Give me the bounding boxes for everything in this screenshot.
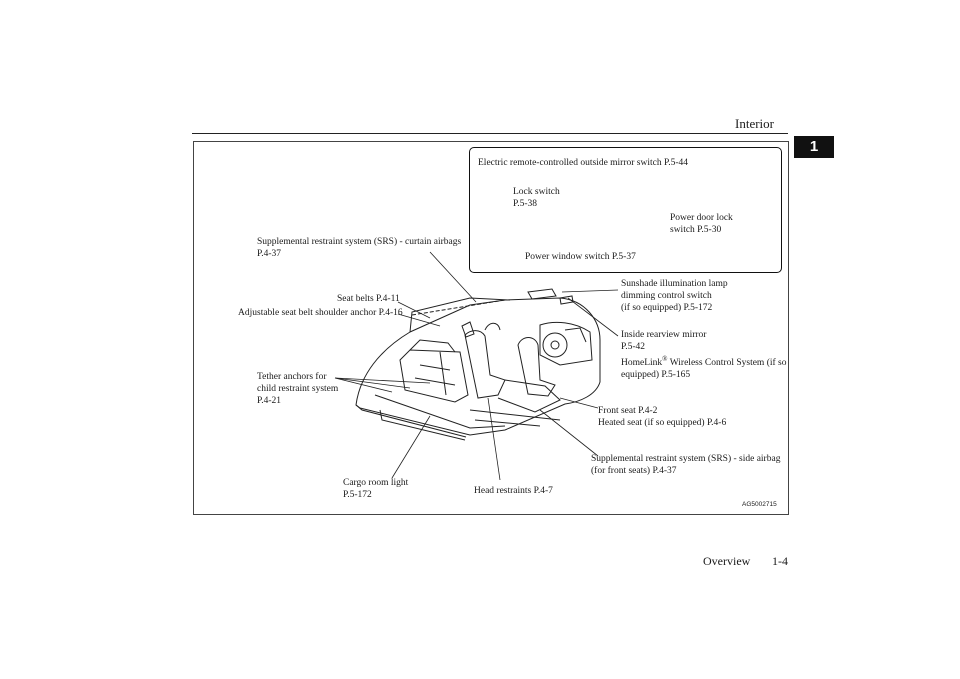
label-homelink: HomeLink® Wireless Control System (if so equipped) P.5-165 (621, 355, 787, 381)
label-tether-anchors: Tether anchors for child restraint system P.4-21 (257, 372, 339, 406)
label-head-restraints: Head restraints P.4-7 (474, 486, 553, 496)
label-power-door-lock: Power door lock switch P.5-30 (670, 213, 733, 235)
chapter-tab: 1 (794, 136, 834, 158)
footer-page-number: 1-4 (772, 554, 788, 568)
page-header-title: Interior (735, 116, 774, 131)
label-shoulder-anchor: Adjustable seat belt shoulder anchor P.4-16 (238, 308, 403, 318)
label-mirror-switch: Electric remote-controlled outside mirror switch P.5-44 (478, 158, 688, 168)
label-side-airbag: Supplemental restraint system (SRS) - side airbag (for front seats) P.4-37 (591, 454, 781, 476)
label-power-window-switch: Power window switch P.5-37 (525, 252, 636, 262)
label-front-seat: Front seat P.4-2 Heated seat (if so equipped) P.4-6 (598, 406, 727, 428)
figure-code: AG5002715 (742, 501, 777, 508)
label-cargo-room-light: Cargo room light P.5-172 (343, 478, 409, 500)
label-seat-belts: Seat belts P.4-11 (337, 294, 400, 304)
label-lock-switch: Lock switch P.5-38 (513, 187, 560, 209)
label-sunshade-lamp: Sunshade illumination lamp dimming control switch (if so equipped) P.5-172 (621, 279, 728, 313)
label-curtain-airbags: Supplemental restraint system (SRS) - curtain airbags P.4-37 (257, 237, 462, 259)
footer-section: Overview (703, 554, 751, 568)
label-inside-mirror: Inside rearview mirror P.5-42 (621, 330, 707, 352)
